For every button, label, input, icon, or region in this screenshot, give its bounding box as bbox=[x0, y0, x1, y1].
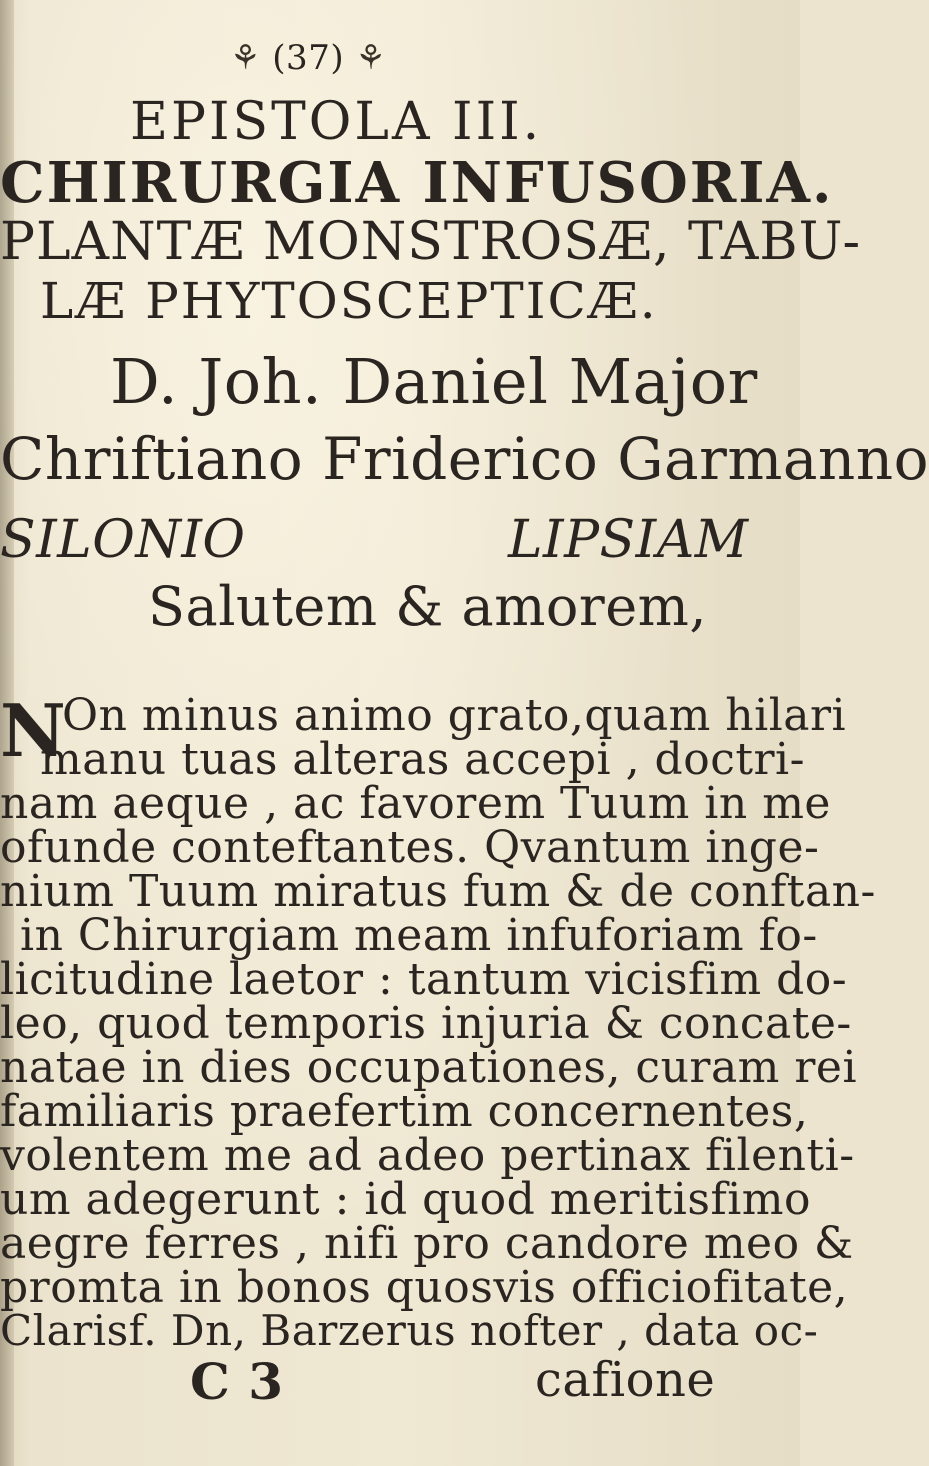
title-line-1: EPISTOLA III. bbox=[130, 92, 543, 152]
ornament-right-icon: ⚘ bbox=[355, 38, 387, 78]
body-line: natae in dies occupationes, curam rei bbox=[0, 1042, 858, 1093]
drop-initial: N bbox=[0, 688, 66, 773]
place-from: SILONIO bbox=[0, 510, 246, 570]
body-line: On minus animo grato,quam hilari bbox=[62, 690, 847, 741]
place-to: LIPSIAM bbox=[508, 510, 749, 570]
recipient-line: Chriftiano Friderico Garmanno bbox=[0, 425, 929, 493]
salutation: Salutem & amorem, bbox=[148, 575, 708, 638]
author-line: D. Joh. Daniel Major bbox=[110, 345, 758, 418]
body-line: Clarisf. Dn, Barzerus nofter , data oc- bbox=[0, 1306, 819, 1355]
body-line: nium Tuum miratus fum & de conftan- bbox=[0, 866, 876, 917]
catchword: cafione bbox=[535, 1352, 716, 1408]
place-line bbox=[0, 510, 780, 570]
body-line: um adegerunt : id quod meritisfimo bbox=[0, 1174, 812, 1225]
body-line: ofunde conteftantes. Qvantum inge- bbox=[0, 822, 820, 873]
body-line: familiaris praefertim concernentes, bbox=[0, 1086, 809, 1137]
ornament-left-icon: ⚘ bbox=[230, 38, 261, 78]
body-line: nam aeque , ac favorem Tuum in me bbox=[0, 778, 831, 829]
body-line: aegre ferres , nifi pro candore meo & bbox=[0, 1218, 854, 1269]
body-line: licitudine laetor : tantum vicisfim do- bbox=[0, 954, 848, 1005]
title-line-4: LÆ PHYTOSCEPTICÆ. bbox=[40, 272, 658, 330]
body-line: leo, quod temporis injuria & concate- bbox=[0, 998, 852, 1049]
page-header bbox=[230, 38, 386, 78]
title-line-2: CHIRURGIA INFUSORIA. bbox=[0, 150, 834, 216]
body-line: promta in bonos quosvis officiofitate, bbox=[0, 1262, 849, 1313]
body-line: manu tuas alteras accepi , doctri- bbox=[40, 734, 805, 785]
title-line-3: PLANTÆ MONSTROSÆ, TABU- bbox=[0, 212, 862, 272]
body-line: volentem me ad adeo pertinax filenti- bbox=[0, 1130, 855, 1181]
body-line: in Chirurgiam meam infuforiam fo- bbox=[20, 910, 818, 961]
page-number: (37) bbox=[272, 38, 345, 78]
signature-mark: C 3 bbox=[190, 1352, 284, 1411]
